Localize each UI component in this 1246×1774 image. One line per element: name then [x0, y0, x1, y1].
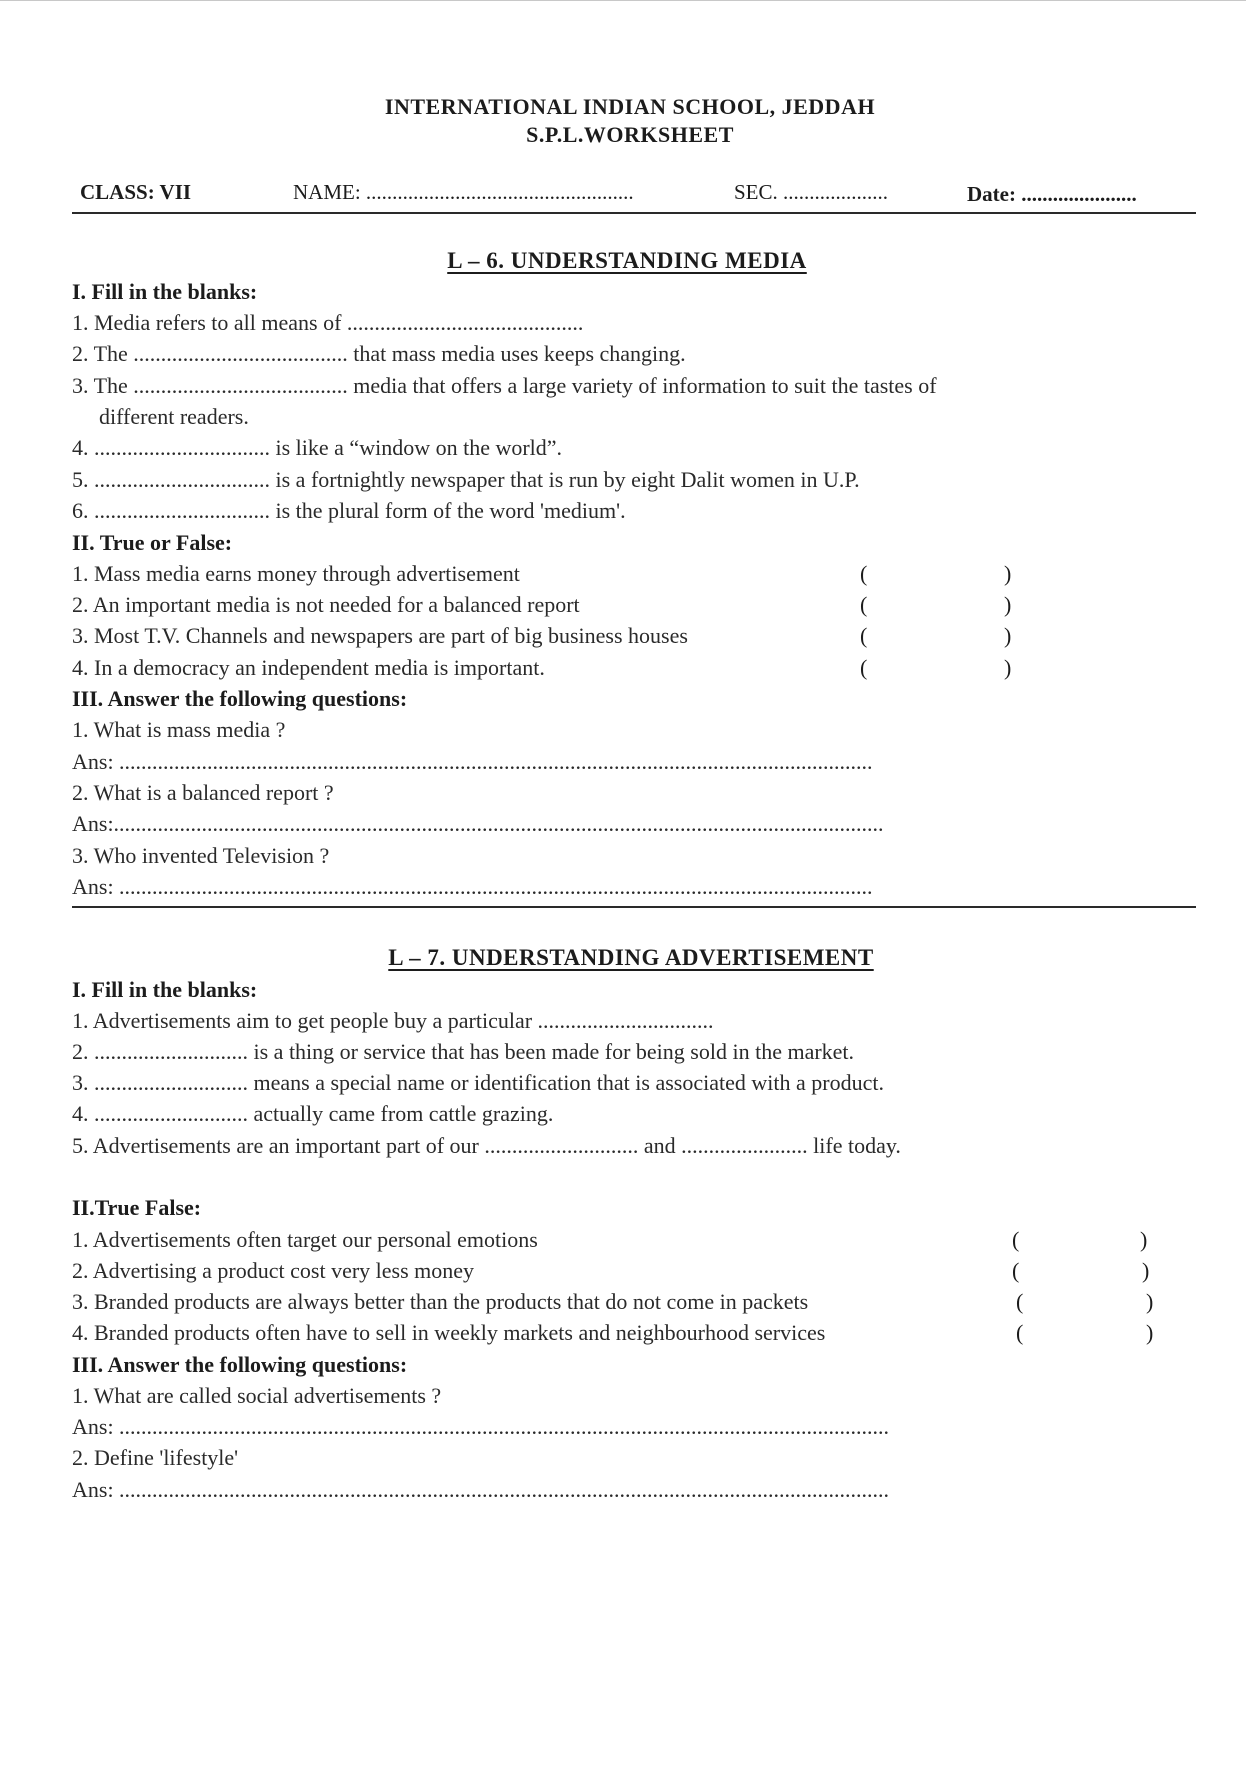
- lesson7-answer-line: Ans: ............................................................................................................................................: [72, 1477, 890, 1502]
- lesson6-question: 1. What is mass media ?: [72, 717, 286, 742]
- lesson6-answer-line: Ans: .........................................................................................................................................: [72, 749, 873, 774]
- lesson6-fill-item: 1. Media refers to all means of ...........................................: [72, 310, 584, 335]
- lesson6-fill-item: 2. The ....................................... that mass media uses keeps changing.: [72, 341, 686, 366]
- lesson6-fill-item: 4. ................................ is like a “window on the world”.: [72, 435, 563, 460]
- lesson6-answer-line: Ans: .........................................................................................................................................: [72, 874, 873, 899]
- top-edge-rule: [0, 0, 1246, 1]
- lesson7-tf-item: 3. Branded products are always better than the products that do not come in packets: [72, 1289, 809, 1314]
- lesson6-title: L – 6. UNDERSTANDING MEDIA: [447, 248, 807, 273]
- answer-paren-close: ): [1140, 1227, 1148, 1252]
- date-field: Date: ......................: [967, 182, 1137, 206]
- answer-paren-open: (: [860, 592, 868, 617]
- lesson6-question: 2. What is a balanced report ?: [72, 780, 334, 805]
- lesson6-tf-item: 1. Mass media earns money through advertisement: [72, 561, 520, 586]
- answer-paren-open: (: [1016, 1289, 1024, 1314]
- lesson6-question: 3. Who invented Television ?: [72, 843, 330, 868]
- lesson7-qa-heading: III. Answer the following questions:: [72, 1352, 408, 1377]
- lesson7-question: 1. What are called social advertisements ?: [72, 1383, 442, 1408]
- lesson6-fill-item: 6. ................................ is the plural form of the word 'medium'.: [72, 498, 626, 523]
- section-divider: [72, 906, 1196, 908]
- lesson7-question: 2. Define 'lifestyle': [72, 1445, 239, 1470]
- lesson6-tf-item: 4. In a democracy an independent media is important.: [72, 655, 545, 680]
- answer-paren-close: ): [1146, 1289, 1154, 1314]
- answer-paren-close: ): [1004, 623, 1012, 648]
- answer-paren-close: ): [1004, 592, 1012, 617]
- lesson6-tf-heading: II. True or False:: [72, 530, 233, 555]
- worksheet-title: S.P.L.WORKSHEET: [526, 122, 734, 147]
- lesson6-fill-item: 5. ................................ is a fortnightly newspaper that is run by eight Dalit women in U.P.: [72, 467, 860, 492]
- section-field: SEC. ....................: [734, 180, 889, 204]
- class-label: CLASS: VII: [80, 180, 192, 204]
- lesson6-tf-item: 3. Most T.V. Channels and newspapers are part of big business houses: [72, 623, 688, 648]
- lesson6-qa-heading: III. Answer the following questions:: [72, 686, 408, 711]
- school-name: INTERNATIONAL INDIAN SCHOOL, JEDDAH: [384, 94, 876, 119]
- answer-paren-open: (: [860, 655, 868, 680]
- lesson7-fill-item: 2. ............................ is a thing or service that has been made for being sold in the market.: [72, 1039, 855, 1064]
- answer-paren-open: (: [860, 561, 868, 586]
- header-divider: [72, 212, 1196, 214]
- answer-paren-close: ): [1146, 1320, 1154, 1345]
- lesson6-fill-item: 3. The ....................................... media that offers a large variety of information to suit the tastes of: [72, 373, 937, 398]
- answer-paren-close: ): [1142, 1258, 1150, 1283]
- lesson7-tf-heading: II.True False:: [72, 1195, 202, 1220]
- lesson7-fill-heading: I. Fill in the blanks:: [72, 977, 258, 1002]
- lesson7-title: L – 7. UNDERSTANDING ADVERTISEMENT: [388, 945, 874, 970]
- lesson6-fill-item: different readers.: [99, 404, 249, 429]
- lesson7-tf-item: 4. Branded products often have to sell in weekly markets and neighbourhood services: [72, 1320, 826, 1345]
- lesson7-fill-item: 3. ............................ means a special name or identification that is associated with a product.: [72, 1070, 884, 1095]
- lesson7-tf-item: 1. Advertisements often target our personal emotions: [72, 1227, 538, 1252]
- lesson7-fill-item: 5. Advertisements are an important part of our ............................ and ....................... life today.: [72, 1133, 901, 1158]
- answer-paren-open: (: [1016, 1320, 1024, 1345]
- name-field: NAME: ...................................................: [293, 180, 634, 204]
- answer-paren-open: (: [1012, 1227, 1020, 1252]
- lesson7-answer-line: Ans: ............................................................................................................................................: [72, 1414, 890, 1439]
- lesson6-answer-line: Ans:............................................................................................................................................: [72, 811, 884, 836]
- answer-paren-close: ): [1004, 655, 1012, 680]
- answer-paren-open: (: [860, 623, 868, 648]
- lesson6-fill-heading: I. Fill in the blanks:: [72, 279, 258, 304]
- lesson6-tf-item: 2. An important media is not needed for a balanced report: [72, 592, 580, 617]
- lesson7-fill-item: 1. Advertisements aim to get people buy a particular ................................: [72, 1008, 714, 1033]
- lesson7-fill-item: 4. ............................ actually came from cattle grazing.: [72, 1101, 554, 1126]
- answer-paren-close: ): [1004, 561, 1012, 586]
- answer-paren-open: (: [1012, 1258, 1020, 1283]
- lesson7-tf-item: 2. Advertising a product cost very less money: [72, 1258, 475, 1283]
